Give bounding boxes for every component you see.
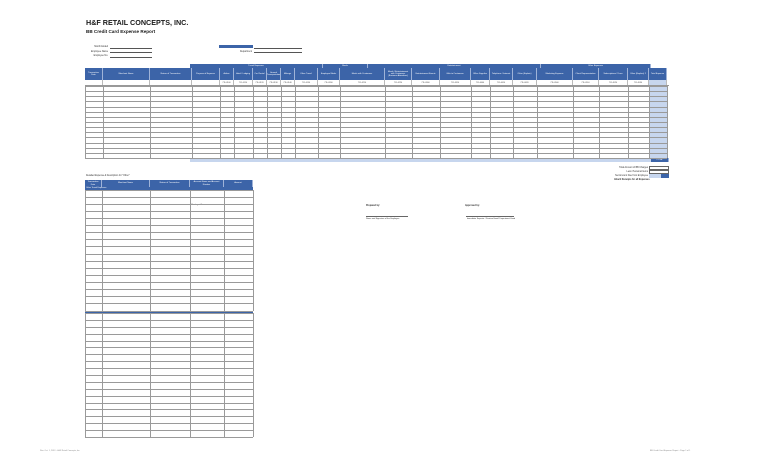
footer-right: BB Credit Card Expense Report - Page 1 of 1 bbox=[650, 450, 691, 452]
prepared-by-label: Prepared by: bbox=[366, 205, 381, 207]
detail-row-line bbox=[85, 254, 253, 255]
column-header: Purpose of Expense bbox=[192, 68, 220, 80]
total-row bbox=[85, 158, 669, 162]
detail-row-line bbox=[85, 197, 253, 198]
column-header: Nature of Transaction bbox=[150, 68, 192, 80]
detail-section1-rows[interactable] bbox=[85, 190, 253, 311]
column-header: Ground Transportation bbox=[267, 68, 281, 80]
employee-name-label: Employee Name bbox=[91, 50, 108, 53]
detail-row-line bbox=[85, 296, 253, 297]
column-header: Hotel / Lodging bbox=[234, 68, 253, 80]
column-header: Merchant Name bbox=[103, 68, 150, 80]
column-line bbox=[573, 86, 574, 158]
approved-by-label: Approved by: bbox=[465, 205, 480, 207]
column-line bbox=[649, 86, 650, 158]
column-line bbox=[412, 86, 413, 158]
summary-value-3[interactable] bbox=[661, 174, 669, 178]
detail-row-line bbox=[85, 361, 253, 362]
summary-line-2: Less: Personal Items bbox=[626, 170, 648, 173]
column-header: Office Supplies bbox=[471, 68, 490, 80]
column-header-row bbox=[85, 68, 669, 80]
detail-column-header: Account Name and Account Number bbox=[190, 180, 224, 187]
detail-column-line bbox=[102, 190, 103, 311]
department-label: Department bbox=[239, 50, 252, 53]
detail-row-line bbox=[85, 289, 253, 290]
column-line bbox=[150, 86, 151, 158]
row-line bbox=[85, 91, 667, 92]
detail-row-line bbox=[85, 389, 253, 390]
prepared-signature-line[interactable] bbox=[366, 216, 408, 217]
column-line bbox=[340, 86, 341, 158]
detail-row-line bbox=[85, 320, 253, 321]
column-line bbox=[513, 86, 514, 158]
account-code: 711-4510 bbox=[573, 80, 599, 85]
account-code: 711-4400 bbox=[471, 80, 490, 85]
account-code: 711-4210 bbox=[340, 80, 385, 85]
detail-row-line bbox=[85, 303, 253, 304]
column-line bbox=[234, 86, 235, 158]
column-line bbox=[103, 86, 104, 158]
approved-signature-line[interactable] bbox=[466, 216, 514, 217]
column-line bbox=[599, 86, 600, 158]
row-line bbox=[85, 117, 667, 118]
account-code: 711-4140 bbox=[281, 80, 295, 85]
account-code: 711-4110 bbox=[234, 80, 253, 85]
detail-caption: Detailed Expense & Description for "Other" bbox=[86, 175, 130, 177]
header-highlight-bar bbox=[219, 45, 253, 48]
department-row bbox=[219, 49, 302, 53]
column-header: Mileage bbox=[281, 68, 295, 80]
row-line bbox=[85, 86, 667, 87]
row-line bbox=[85, 148, 667, 149]
detail-column-line bbox=[190, 190, 191, 311]
account-code bbox=[103, 80, 150, 85]
row-line bbox=[85, 158, 667, 159]
detail-column-line bbox=[224, 190, 225, 311]
row-line bbox=[85, 127, 667, 128]
column-line bbox=[318, 86, 319, 158]
column-header: Transaction Date bbox=[85, 68, 103, 80]
column-line bbox=[537, 86, 538, 158]
account-code bbox=[85, 80, 103, 85]
group-other: Other Expenses bbox=[541, 64, 651, 68]
column-header: Gifts to Customers bbox=[440, 68, 471, 80]
detail-column-line bbox=[150, 190, 151, 311]
detail-column-line bbox=[85, 190, 86, 311]
header-fields-left bbox=[86, 44, 152, 58]
row-line bbox=[85, 107, 667, 108]
footer-left: Rev. Oct. 1, 2013 - H&F Retail Concepts, Inc. bbox=[40, 450, 81, 452]
detail-row-line bbox=[85, 275, 253, 276]
detail-column-line bbox=[102, 313, 103, 437]
column-line bbox=[295, 86, 296, 158]
detail-row-line bbox=[85, 311, 253, 312]
detail-column-line bbox=[190, 313, 191, 437]
employee-name-field[interactable] bbox=[110, 49, 152, 53]
column-line bbox=[628, 86, 629, 158]
detail-row-line bbox=[85, 368, 253, 369]
detail-row-line bbox=[85, 416, 253, 417]
account-code: 711-4150 bbox=[295, 80, 318, 85]
group-entertainment: Entertainment bbox=[368, 64, 541, 68]
account-code: 711-4300 bbox=[412, 80, 440, 85]
account-code: 711-4410 bbox=[490, 80, 513, 85]
approved-caption: Immediate Superior / Division Head/ Department Head bbox=[466, 218, 516, 220]
detail-column-header: Nature of Transaction bbox=[150, 180, 190, 187]
account-code: 711-4520 bbox=[599, 80, 628, 85]
column-header: Marketing Expense bbox=[537, 68, 573, 80]
column-header: Employee Meals bbox=[318, 68, 340, 80]
detail-row-line bbox=[85, 246, 253, 247]
report-title: BB Credit Card Expense Report bbox=[86, 29, 156, 34]
detail-row-line bbox=[85, 334, 253, 335]
account-code: 711-4130 bbox=[267, 80, 281, 85]
row-line bbox=[85, 96, 667, 97]
summary-line-3: Net Amount Due from Employee bbox=[615, 174, 648, 177]
detail-row-line bbox=[85, 268, 253, 269]
detail-column-header: Amount bbox=[224, 180, 253, 187]
month-ended-field[interactable] bbox=[110, 45, 152, 49]
detail-row-line bbox=[85, 211, 253, 212]
column-line bbox=[192, 86, 193, 158]
detail-row-line bbox=[85, 282, 253, 283]
group-meals: Meals bbox=[323, 64, 368, 68]
group-travel: Travel Expenses bbox=[190, 64, 323, 68]
expense-rows[interactable] bbox=[85, 86, 667, 158]
account-code bbox=[649, 80, 667, 85]
expense-table bbox=[85, 64, 669, 162]
detail-column-header: Merchant Name bbox=[102, 180, 150, 187]
detail-row-line bbox=[85, 225, 253, 226]
column-line bbox=[667, 86, 668, 158]
account-code: 711-4500 bbox=[537, 80, 573, 85]
detail-section1-note: Meetings / Conv. bbox=[191, 203, 206, 206]
account-code: 711-4120 bbox=[253, 80, 267, 85]
column-line bbox=[385, 86, 386, 158]
row-line bbox=[85, 137, 667, 138]
detail-row-line bbox=[85, 354, 253, 355]
total-label: TOTAL bbox=[651, 158, 669, 162]
row-line bbox=[85, 153, 667, 154]
column-line bbox=[85, 86, 86, 158]
account-code bbox=[192, 80, 220, 85]
account-code: 711-4420 bbox=[513, 80, 537, 85]
employee-no-field[interactable] bbox=[110, 54, 152, 58]
row-line bbox=[85, 143, 667, 144]
prepared-caption: Name and Signature of the Employee bbox=[366, 218, 400, 220]
column-header: Subscriptions / Dues bbox=[599, 68, 628, 80]
detail-row-line bbox=[85, 204, 253, 205]
column-header: Telephone / Internet bbox=[490, 68, 513, 80]
detail-header-row bbox=[85, 180, 253, 187]
detail-row-line bbox=[85, 396, 253, 397]
summary-note: Attach Receipts for all Expenses bbox=[614, 178, 650, 181]
detail-row-line bbox=[85, 437, 253, 438]
column-header: Meals / Entertainment with Customers (Business Attendees) bbox=[385, 68, 412, 80]
column-header: Client Representation bbox=[573, 68, 599, 80]
account-code: 711-4530 bbox=[628, 80, 649, 85]
account-code bbox=[150, 80, 192, 85]
detail-row-line bbox=[85, 423, 253, 424]
column-line bbox=[267, 86, 268, 158]
total-band bbox=[190, 158, 651, 162]
detail-column-line bbox=[253, 190, 254, 311]
detail-row-line bbox=[85, 239, 253, 240]
column-line bbox=[253, 86, 254, 158]
detail-section1-label: Other Travel Expenses bbox=[85, 187, 253, 190]
row-line bbox=[85, 122, 667, 123]
column-line bbox=[471, 86, 472, 158]
column-header: Car Rental bbox=[253, 68, 267, 80]
column-line bbox=[281, 86, 282, 158]
detail-row-line bbox=[85, 218, 253, 219]
department-field[interactable] bbox=[254, 49, 302, 53]
column-header: Other Travel bbox=[295, 68, 318, 80]
detail-section2-label: Other Miscellaneous bbox=[85, 311, 253, 314]
row-line bbox=[85, 132, 667, 133]
column-header: Other (Explain) 2 bbox=[628, 68, 649, 80]
detail-row-line bbox=[85, 403, 253, 404]
detail-row-line bbox=[85, 313, 253, 314]
column-header: Total Expense bbox=[649, 68, 667, 80]
detail-table bbox=[85, 180, 253, 437]
column-line bbox=[490, 86, 491, 158]
account-code: 711-4200 bbox=[318, 80, 340, 85]
detail-row-line bbox=[85, 261, 253, 262]
detail-section2-rows[interactable] bbox=[85, 313, 253, 437]
column-line bbox=[220, 86, 221, 158]
detail-row-line bbox=[85, 190, 253, 191]
detail-column-line bbox=[224, 313, 225, 437]
account-code: 711-4100 bbox=[220, 80, 234, 85]
summary-block bbox=[590, 166, 670, 181]
detail-row-line bbox=[85, 375, 253, 376]
column-line bbox=[440, 86, 441, 158]
detail-row-line bbox=[85, 341, 253, 342]
detail-row-line bbox=[85, 409, 253, 410]
column-header: Meals with Customers bbox=[340, 68, 385, 80]
row-line bbox=[85, 101, 667, 102]
detail-column-line bbox=[85, 313, 86, 437]
column-header: Other (Explain) bbox=[513, 68, 537, 80]
account-code: 711-4220 bbox=[385, 80, 412, 85]
column-header: Airfare bbox=[220, 68, 234, 80]
detail-row-line bbox=[85, 430, 253, 431]
detail-row-line bbox=[85, 382, 253, 383]
month-ended-label: Month Ended bbox=[94, 46, 108, 49]
column-header: Entertainment Events bbox=[412, 68, 440, 80]
account-code: 711-4310 bbox=[440, 80, 471, 85]
detail-row-line bbox=[85, 327, 253, 328]
company-name: H&F RETAIL CONCEPTS, INC. bbox=[86, 18, 189, 27]
detail-column-line bbox=[150, 313, 151, 437]
detail-row-line bbox=[85, 232, 253, 233]
summary-line-1: Total Amount of BB Charges bbox=[619, 166, 648, 169]
detail-column-line bbox=[253, 313, 254, 437]
detail-row-line bbox=[85, 347, 253, 348]
row-line bbox=[85, 112, 667, 113]
employee-no-label: Employee No. bbox=[93, 55, 108, 58]
detail-column-header: Transaction Date bbox=[85, 180, 102, 187]
